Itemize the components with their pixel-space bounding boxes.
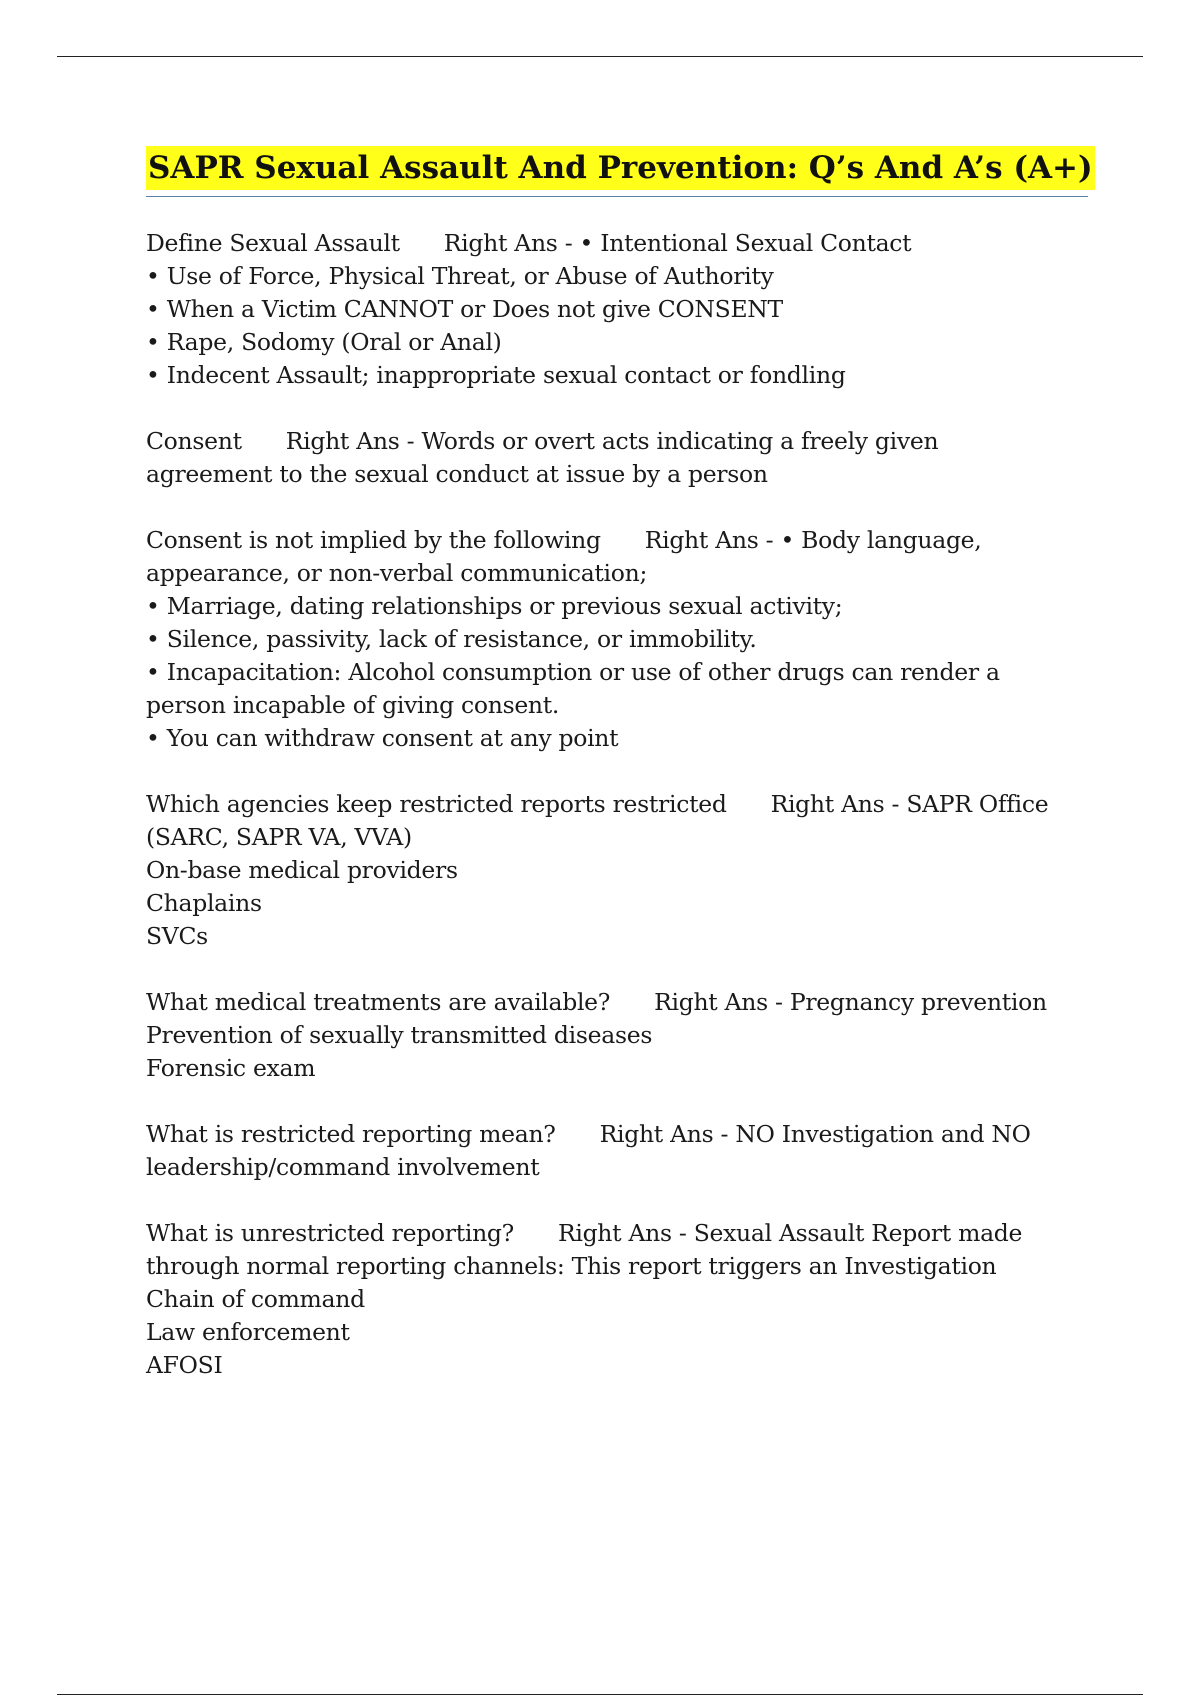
answer-line: Chaplains bbox=[146, 889, 262, 917]
qa-first-line bbox=[146, 788, 1096, 821]
answer-prefix: Right Ans - bbox=[599, 1120, 736, 1148]
answer-prefix: Right Ans - bbox=[654, 988, 790, 1016]
answer-line: Forensic exam bbox=[146, 1054, 316, 1082]
qa-list bbox=[146, 227, 1096, 1415]
qa-item bbox=[146, 1118, 1096, 1184]
answer-line: Words or overt acts indicating a freely given bbox=[421, 427, 939, 455]
qa-first-line bbox=[146, 524, 1096, 557]
qa-item bbox=[146, 1217, 1096, 1382]
answer-line: • Body language, bbox=[780, 526, 982, 554]
question-text: Which agencies keep restricted reports restricted bbox=[146, 790, 727, 818]
qa-first-line bbox=[146, 227, 1096, 260]
answer-prefix: Right Ans - bbox=[644, 526, 781, 554]
answer-line: through normal reporting channels: This report triggers an Investigation bbox=[146, 1252, 997, 1280]
answer-line: Pregnancy prevention bbox=[789, 988, 1047, 1016]
answer-line: SAPR Office bbox=[906, 790, 1049, 818]
answer-line: appearance, or non-verbal communication; bbox=[146, 559, 648, 587]
answer-line: NO Investigation and NO bbox=[735, 1120, 1031, 1148]
answer-line: • Indecent Assault; inappropriate sexual contact or fondling bbox=[146, 361, 846, 389]
footer-rule bbox=[57, 1694, 1143, 1695]
answer-line: SVCs bbox=[146, 922, 208, 950]
qa-item bbox=[146, 227, 1096, 392]
question-text: Consent is not implied by the following bbox=[146, 526, 601, 554]
header-rule bbox=[57, 56, 1143, 57]
answer-line: • Rape, Sodomy (Oral or Anal) bbox=[146, 328, 502, 356]
answer-line: Prevention of sexually transmitted diseases bbox=[146, 1021, 653, 1049]
answer-line: person incapable of giving consent. bbox=[146, 691, 560, 719]
qa-item bbox=[146, 524, 1096, 755]
qa-item bbox=[146, 425, 1096, 491]
answer-line: (SARC, SAPR VA, VVA) bbox=[146, 823, 412, 851]
title-underline bbox=[146, 196, 1088, 197]
answer-prefix: Right Ans - bbox=[443, 229, 580, 257]
answer-line: • Silence, passivity, lack of resistance, or immobility. bbox=[146, 625, 757, 653]
answer-line: • You can withdraw consent at any point bbox=[146, 724, 619, 752]
answer-line: • Intentional Sexual Contact bbox=[579, 229, 912, 257]
answer-line: On-base medical providers bbox=[146, 856, 458, 884]
answer-line: • Incapacitation: Alcohol consumption or use of other drugs can render a bbox=[146, 658, 1000, 686]
answer-line: leadership/command involvement bbox=[146, 1153, 540, 1181]
answer-line: Law enforcement bbox=[146, 1318, 350, 1346]
qa-first-line bbox=[146, 1217, 1096, 1250]
answer-line: Chain of command bbox=[146, 1285, 365, 1313]
answer-line: • Marriage, dating relationships or previous sexual activity; bbox=[146, 592, 843, 620]
qa-first-line bbox=[146, 1118, 1096, 1151]
answer-line: • When a Victim CANNOT or Does not give CONSENT bbox=[146, 295, 783, 323]
question-text: Consent bbox=[146, 427, 242, 455]
qa-first-line bbox=[146, 425, 1096, 458]
page-title: SAPR Sexual Assault And Prevention: Q’s And A’s (A+) bbox=[146, 146, 1095, 190]
qa-first-line bbox=[146, 986, 1096, 1019]
answer-line: agreement to the sexual conduct at issue by a person bbox=[146, 460, 768, 488]
qa-item bbox=[146, 986, 1096, 1085]
answer-prefix: Right Ans - bbox=[285, 427, 422, 455]
answer-line: • Use of Force, Physical Threat, or Abuse of Authority bbox=[146, 262, 774, 290]
answer-prefix: Right Ans - bbox=[557, 1219, 694, 1247]
answer-line: AFOSI bbox=[146, 1351, 223, 1379]
answer-line: Sexual Assault Report made bbox=[693, 1219, 1023, 1247]
answer-prefix: Right Ans - bbox=[770, 790, 907, 818]
question-text: Define Sexual Assault bbox=[146, 229, 400, 257]
question-text: What is unrestricted reporting? bbox=[146, 1219, 514, 1247]
question-text: What is restricted reporting mean? bbox=[146, 1120, 556, 1148]
qa-item bbox=[146, 788, 1096, 953]
question-text: What medical treatments are available? bbox=[146, 988, 611, 1016]
